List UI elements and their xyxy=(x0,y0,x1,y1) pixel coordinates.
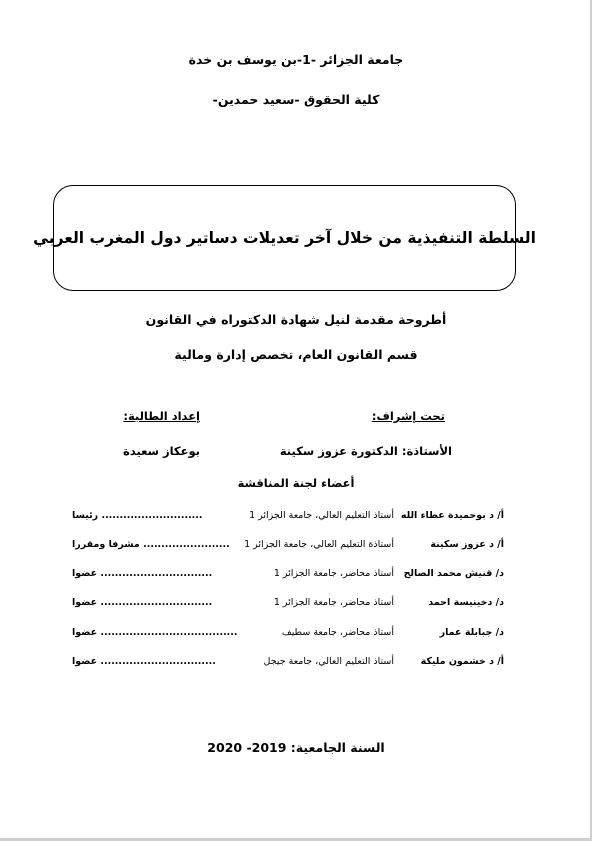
jury-member-role: ............................... عضوا xyxy=(72,597,213,608)
academic-year: السنة الجامعية: 2019- 2020 xyxy=(207,740,385,755)
jury-member-role: ...................................... عضوا xyxy=(72,627,238,638)
jury-member-name: أ/ د عزوز سكينة xyxy=(430,539,504,550)
jury-member-rank: أستاذ محاضر، جامعة الجزائر 1 xyxy=(273,597,394,608)
faculty-name: كلية الحقوق -سعيد حمدين- xyxy=(212,92,380,107)
jury-member-name: أ/ د بوحميدة عطاء الله xyxy=(400,510,504,521)
thesis-description: أطروحة مقدمة لنيل شهادة الدكتوراه في القانون xyxy=(145,312,447,327)
jury-member-role: ............................... عضوا xyxy=(72,568,213,579)
supervision-label: تحت إشراف: xyxy=(371,409,445,423)
preparation-label: إعداد الطالبة: xyxy=(123,409,200,423)
jury-title: أعضاء لجنة المناقشة xyxy=(237,476,355,490)
jury-member-rank: أستاذ محاضر، جامعة الجزائر 1 xyxy=(273,568,394,579)
student-name: بوعكاز سعيدة xyxy=(123,444,200,458)
jury-member-rank: أستاذ محاضر، جامعة سطيف xyxy=(281,627,394,638)
jury-member-name: أ/ د خشمون مليكة xyxy=(420,656,504,667)
university-name: جامعة الجزائر -1-بن يوسف بن خدة xyxy=(188,52,404,67)
thesis-title: السلطة التنفيذية من خلال آخر تعديلات دساتير دول المغرب العربي xyxy=(33,229,536,247)
jury-member-role: ............................ رئيسا xyxy=(72,510,203,521)
jury-member-name: د/ دخينيسة احمد xyxy=(428,597,504,608)
jury-member-name: د/ قنيش محمد الصالح xyxy=(403,568,504,579)
jury-member-rank: أستاذة التعليم العالي، جامعة الجزائر 1 xyxy=(244,539,394,550)
jury-member-role: ........................ مشرفا ومقررا xyxy=(72,539,230,550)
department-specialty: قسم القانون العام، تخصص إدارة ومالية xyxy=(174,347,418,362)
jury-member-rank: أستاذ التعليم العالي، جامعة جيجل xyxy=(263,656,394,667)
jury-member-name: د/ جبابلة عمار xyxy=(439,627,504,638)
supervisor-name: الأستاذة: الدكتورة عزوز سكينة xyxy=(279,444,452,458)
jury-member-rank: أستاذ التعليم العالي، جامعة الجزائر 1 xyxy=(249,510,394,521)
jury-member-role: ................................ عضوا xyxy=(72,656,216,667)
thesis-title-box xyxy=(33,185,536,291)
